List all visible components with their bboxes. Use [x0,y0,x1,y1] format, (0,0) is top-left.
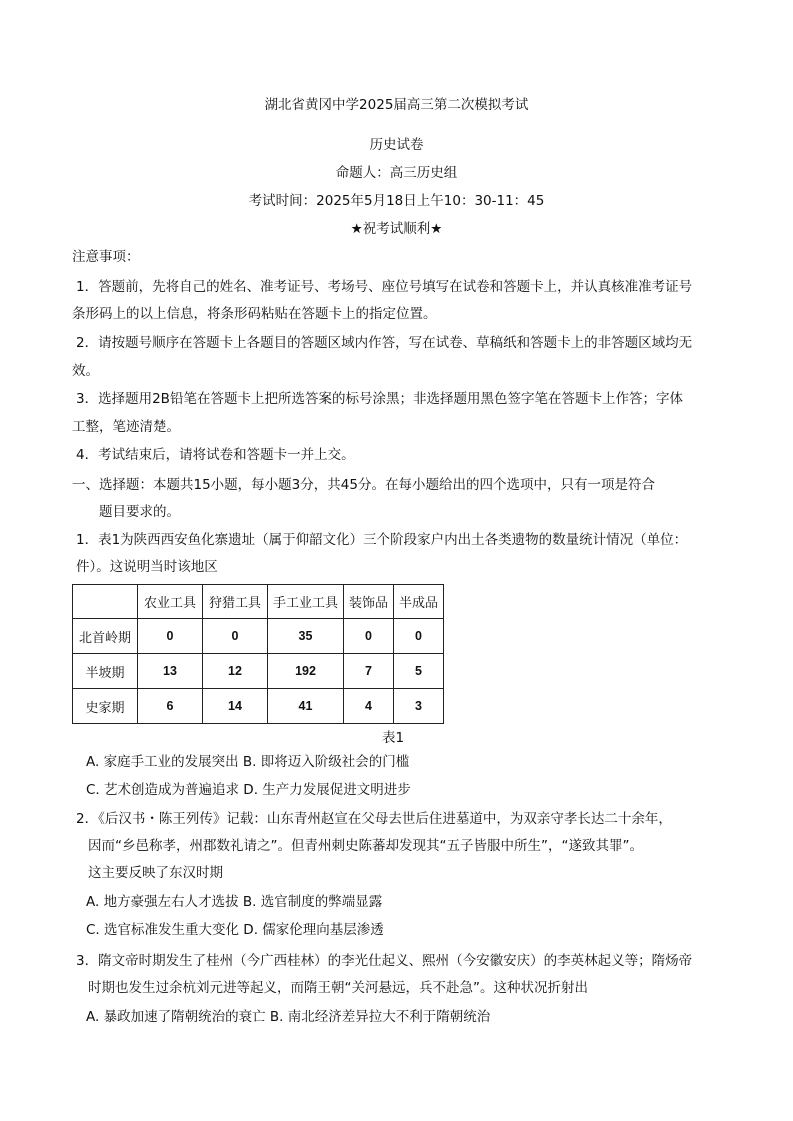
question-2-stem-cont: 因而“乡邑称孝，州郡数礼请之”。但青州刺史陈蕃却发现其“五子皆服中所生”，“遂致其罪”。 [88,838,643,854]
table-cell: 12 [203,654,268,689]
table-row [73,619,444,654]
question-1-table [72,584,444,724]
table-cell: 35 [268,619,344,654]
table-cell: 0 [138,619,203,654]
exam-wish: ★祝考试顺利★ [350,221,443,237]
notice-item: 3．选择题用2B铅笔在答题卡上把所选答案的标号涂黑；非选择题用黑色签字笔在答题卡上作答；字体 [76,391,683,407]
exam-title: 湖北省黄冈中学2025届高三第二次模拟考试 [264,97,529,113]
table-cell: 4 [344,689,394,724]
question-3-options-ab: A. 暴政加速了隋朝统治的衰亡 B. 南北经济差异拉大不利于隋朝统治 [86,1009,491,1025]
notice-item: 效。 [72,363,99,379]
table-cell: 13 [138,654,203,689]
table-header-row [73,585,444,619]
table-cell: 3 [394,689,444,724]
table-header-cell: 半成品 [394,585,444,619]
table-cell: 0 [394,619,444,654]
question-2-options-ab: A. 地方豪强左右人才选拔 B. 选官制度的弊端显露 [86,894,383,910]
notice-item: 4．考试结束后，请将试卷和答题卡一并上交。 [76,447,355,463]
table-cell: 192 [268,654,344,689]
table-caption: 表1 [382,730,405,746]
question-2-stem-cont: 这主要反映了东汉时期 [88,865,223,881]
table-row [73,689,444,724]
table-row-label: 半坡期 [73,654,138,689]
table-row-label: 史家期 [73,689,138,724]
table-corner-cell [73,585,138,619]
table-cell: 0 [203,619,268,654]
exam-subject: 历史试卷 [369,137,424,153]
notice-item: 工整，笔迹清楚。 [72,419,180,435]
question-1-stem: 1．表1为陕西西安鱼化寨遗址（属于仰韶文化）三个阶段家户内出土各类遗物的数量统计情况（单位： [76,532,688,548]
question-1-options-cd: C. 艺术创造成为普遍追求 D. 生产力发展促进文明进步 [86,782,411,798]
table-row [73,654,444,689]
question-2-stem: 2．《后汉书・陈王列传》记载：山东青州赵宣在父母去世后住进墓道中，为双亲守孝长达二十余年， [76,811,672,827]
notice-heading: 注意事项： [72,249,140,265]
question-1-stem-cont: 件）。这说明当时该地区 [76,559,218,575]
table-cell: 14 [203,689,268,724]
notice-item: 2．请按题号顺序在答题卡上各题目的答题区域内作答，写在试卷、草稿纸和答题卡上的非答题区域均无 [76,335,693,351]
question-3-stem: 3．隋文帝时期发生了桂州（今广西桂林）的李光仕起义、熙州（今安徽安庆）的李英林起义等；隋炀帝 [76,953,693,969]
table-cell: 41 [268,689,344,724]
notice-item: 条形码上的以上信息，将条形码粘贴在答题卡上的指定位置。 [72,306,437,322]
table-cell: 6 [138,689,203,724]
exam-time: 考试时间：2025年5月18日上午10：30-11：45 [248,193,545,209]
notice-item: 1．答题前，先将自己的姓名、准考证号、考场号、座位号填写在试卷和答题卡上，并认真核准准考证号 [76,279,693,295]
exam-author: 命题人：高三历史组 [335,165,458,181]
table-cell: 5 [394,654,444,689]
table-cell: 0 [344,619,394,654]
table-header-cell: 手工业工具 [268,585,344,619]
question-1-options-ab: A. 家庭手工业的发展突出 B. 即将迈入阶级社会的门槛 [86,754,410,770]
section-heading: 一、选择题：本题共15小题，每小题3分，共45分。在每小题给出的四个选项中，只有一项是符合 [72,477,655,493]
table-header-cell: 农业工具 [138,585,203,619]
table-header-cell: 装饰品 [344,585,394,619]
table-header-cell: 狩猎工具 [203,585,268,619]
section-heading-cont: 题目要求的。 [99,504,180,520]
table-row-label: 北首岭期 [73,619,138,654]
question-3-stem-cont: 时期也发生过余杭刘元进等起义，而隋王朝“关河悬远，兵不赴急”。这种状况折射出 [88,980,588,996]
question-2-options-cd: C. 选官标准发生重大变化 D. 儒家伦理向基层渗透 [86,922,384,938]
table-cell: 7 [344,654,394,689]
